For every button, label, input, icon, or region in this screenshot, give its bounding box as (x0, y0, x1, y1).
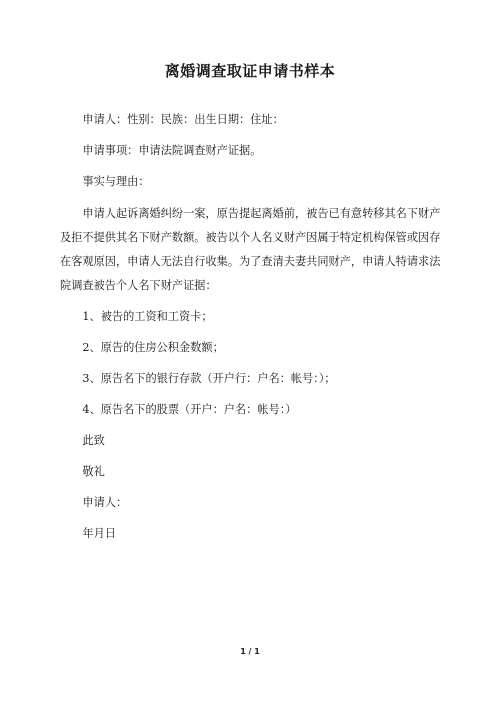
evidence-item-3: 3、原告名下的银行存款（开户行：户名：帐号：）； (82, 372, 336, 385)
evidence-item-1: 1、被告的工资和工资卡； (82, 310, 213, 323)
signature-applicant: 申请人： (82, 496, 128, 509)
applicant-info-line: 申请人：性别：民族：出生日期：住址： (82, 113, 284, 126)
evidence-item-4: 4、原告名下的股票（开户：户名：帐号：） (82, 403, 297, 416)
document-title: 离婚调查取证申请书样本 (164, 62, 336, 80)
evidence-item-2: 2、原告的住房公积金数额； (82, 341, 224, 354)
page-number: 1 / 1 (240, 647, 260, 656)
document-body (60, 109, 442, 554)
closing-jingli: 敬礼 (82, 465, 105, 478)
facts-reasons-heading: 事实与理由： (82, 175, 150, 188)
signature-date: 年月日 (82, 527, 116, 540)
closing-cizhi: 此致 (82, 434, 105, 447)
request-matter-line: 申请事项：申请法院调查财产证据。 (82, 144, 262, 157)
facts-reasons-paragraph: 申请人起诉离婚纠纷一案，原告提起离婚前，被告已有意转移其名下财产及拒不提供其名下财产数额。被告以个人名义财产因属于特定机构保管或因存在客观原因，申请人无法自行收集。为了查清夫妻共同财产，申请人特请求法院调查被告个人名下财产证据： (60, 207, 441, 292)
